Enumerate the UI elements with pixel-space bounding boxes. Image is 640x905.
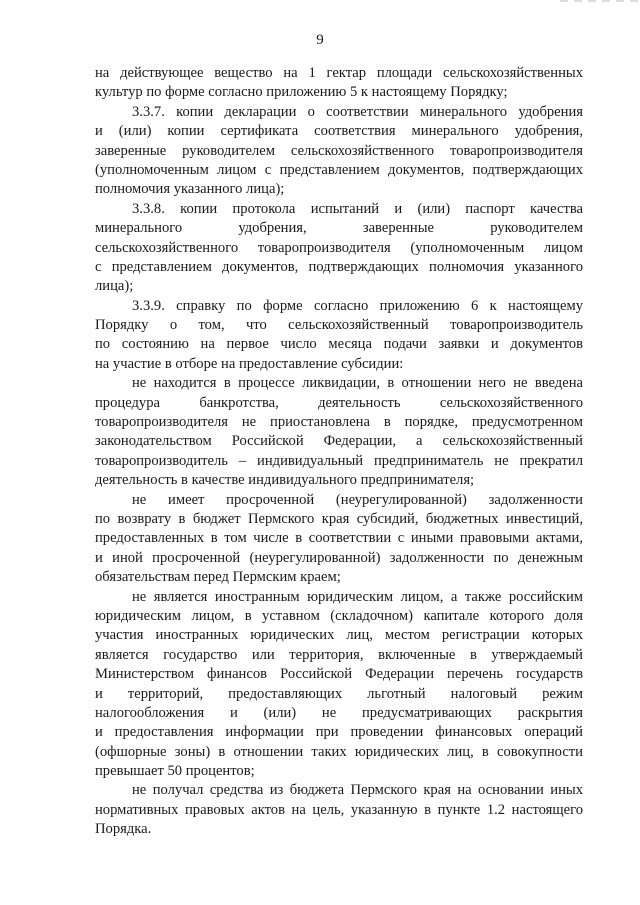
text-line: культур по форме согласно приложению 5 к настоящему Порядку;: [95, 84, 508, 101]
text-line: законодательством Российской Федерации, а сельскохозяйственный: [95, 433, 583, 450]
text-line: предоставленных в том числе в соответствии с иными правовыми актами,: [95, 530, 583, 547]
text-line: на действующее вещество на 1 гектар площади сельскохозяйственных: [95, 65, 583, 81]
text-line: превышает 50 процентов;: [95, 763, 255, 780]
document-body: [95, 64, 583, 840]
text-line: не получал средства из бюджета Пермского края на основании иных: [132, 782, 583, 799]
text-line: процедура банкротства, деятельность сельскохозяйственного: [95, 394, 583, 411]
text-line: не находится в процессе ликвидации, в отношении него не введена: [132, 375, 583, 392]
text-line: лица);: [95, 278, 134, 295]
text-line: по возврату в бюджет Пермского края субсидий, бюджетных инвестиций,: [95, 510, 583, 527]
text-line: 3.3.9. справку по форме согласно приложению 6 к настоящему: [132, 297, 583, 314]
scan-artifact: [490, 0, 640, 6]
text-line: юридическим лицом, в уставном (складочном) капитале которого доля: [95, 607, 583, 624]
text-line: участия иностранных юридических лиц, местом регистрации которых: [95, 627, 583, 644]
text-line: и иной просроченной (неурегулированной) задолженности по денежным: [95, 549, 583, 566]
text-line: заверенные руководителем сельскохозяйственного товаропроизводителя: [95, 142, 583, 159]
text-line: не имеет просроченной (неурегулированной) задолженности: [132, 491, 583, 508]
text-line: товаропроизводитель – индивидуальный предприниматель не прекратил: [95, 452, 583, 469]
page-number: 9: [316, 32, 324, 48]
text-line: и предоставления информации при проведении финансовых операций: [95, 724, 583, 741]
text-line: по состоянию на первое число месяца подачи заявки и документов: [95, 336, 583, 353]
text-line: минерального удобрения, заверенные руководителем: [95, 220, 583, 237]
text-line: налогообложения и (или) не предусматривающих раскрытия: [95, 704, 583, 721]
text-line: является государство или территория, включенные в утверждаемый: [95, 646, 583, 663]
text-line: полномочия указанного лица);: [95, 181, 285, 198]
text-line: сельскохозяйственного товаропроизводителя (уполномоченным лицом: [95, 239, 583, 256]
text-line: нормативных правовых актов на цель, указанную в пункте 1.2 настоящего: [95, 801, 583, 818]
text-line: Порядку о том, что сельскохозяйственный товаропроизводитель: [95, 317, 583, 334]
text-line: (офшорные зоны) в отношении таких юридических лиц, в совокупности: [95, 743, 583, 760]
text-line: деятельность в качестве индивидуального предпринимателя;: [95, 472, 475, 489]
text-line: (уполномоченным лицом с представлением документов, подтверждающих: [95, 161, 583, 178]
text-line: и территорий, предоставляющих льготный налоговый режим: [95, 685, 583, 702]
text-line: обязательствам перед Пермским краем;: [95, 569, 341, 586]
text-line: товаропроизводителя не приостановлена в порядке, предусмотренном: [95, 414, 583, 431]
text-line: Порядка.: [95, 821, 152, 838]
text-line: с представлением документов, подтверждающих полномочия указанного: [95, 258, 583, 275]
text-line: не является иностранным юридическим лицом, а также российским: [132, 588, 583, 605]
text-line: Министерством финансов Российской Федерации перечень государств: [95, 666, 583, 683]
text-line: 3.3.7. копии декларации о соответствии минерального удобрения: [132, 103, 583, 120]
text-line: 3.3.8. копии протокола испытаний и (или) паспорт качества: [132, 200, 583, 217]
text-line: на участие в отборе на предоставление субсидии:: [95, 355, 404, 372]
text-line: и (или) копии сертификата соответствия минерального удобрения,: [95, 123, 583, 140]
